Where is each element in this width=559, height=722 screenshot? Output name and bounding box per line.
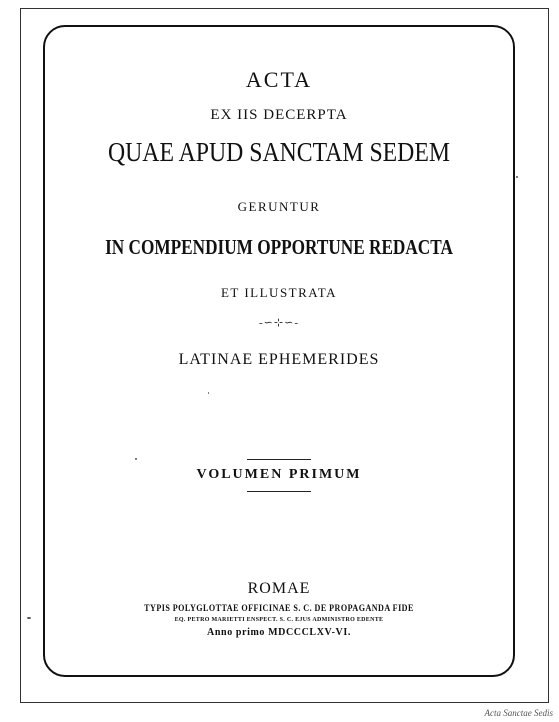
volume-rule-bottom <box>247 491 311 492</box>
imprint-press: TYPIS POLYGLOTTAE OFFICINAE S. C. DE PROPAGANDA FIDE <box>144 603 414 613</box>
volume-rule-top <box>247 459 311 460</box>
scan-speck <box>135 458 137 460</box>
subtitle-et-illustrata: ET ILLUSTRATA <box>220 285 338 300</box>
imprint-city: ROMAE <box>247 580 311 597</box>
scan-speck <box>516 176 518 178</box>
subtitle-geruntur: GERUNTUR <box>237 199 321 214</box>
subtitle-latinae-ephemerides: LATINAE EPHEMERIDES <box>178 351 380 368</box>
scan-speck <box>208 392 209 394</box>
ornament-divider: -∽⊹∽- <box>259 317 299 329</box>
title-page-frame <box>43 25 515 677</box>
title-quae-apud-sanctam-sedem: QUAE APUD SANCTAM SEDEM <box>107 137 450 167</box>
scan-speck <box>27 617 31 619</box>
subtitle-ex-iis-decerpta: EX IIS DECERPTA <box>210 107 348 123</box>
title-in-compendium: IN COMPENDIUM OPPORTUNE REDACTA <box>105 235 453 259</box>
imprint-year: Anno primo MDCCCLXV-VI. <box>207 627 351 638</box>
title-acta: ACTA <box>245 67 313 92</box>
imprint-printer: EQ. PETRO MARIETTI ENSPECT. S. C. EJUS ADMINISTRO EDENTE <box>174 617 384 623</box>
figure-caption: Acta Sanctae Sedis <box>484 708 553 718</box>
volume-label: VOLUMEN PRIMUM <box>196 467 362 482</box>
